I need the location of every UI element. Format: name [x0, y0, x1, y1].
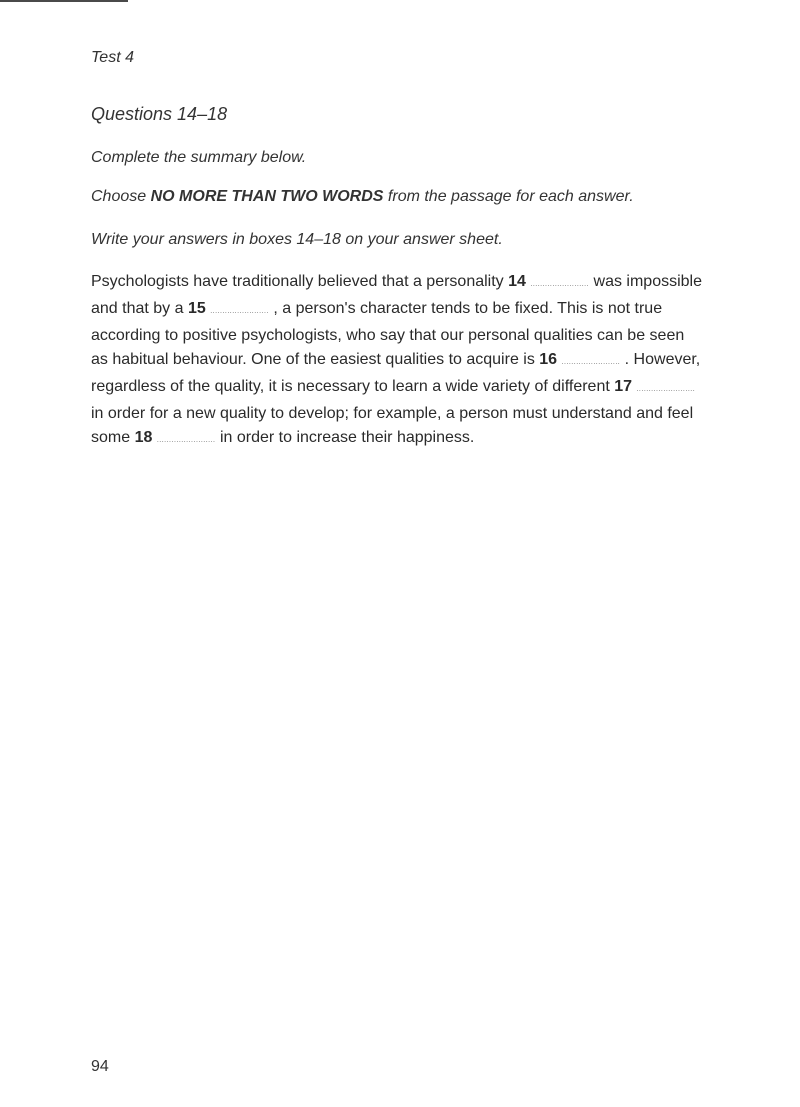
summary-text: Psychologists have traditionally believed that a personality: [91, 273, 509, 290]
instruction-answer-sheet: Write your answers in boxes 14–18 on your answer sheet.: [91, 231, 503, 248]
summary-text: regardless of the quality, it is necessary to learn a wide variety of different: [91, 378, 615, 395]
summary-line: [91, 426, 756, 453]
instruction-word-limit-bold: NO MORE THAN TWO WORDS: [150, 188, 384, 205]
answer-gap-17[interactable]: ........................: [636, 386, 696, 393]
summary-line: [91, 270, 756, 297]
summary-text: as habitual behaviour. One of the easiest qualities to acquire is: [91, 351, 540, 368]
summary-text: some: [91, 429, 135, 446]
summary-line: [91, 297, 756, 324]
question-number-14: 14: [508, 273, 526, 290]
top-rule: [0, 0, 128, 2]
test-label: Test 4: [91, 49, 134, 66]
summary-text: and that by a: [91, 300, 188, 317]
summary-text: . However,: [620, 351, 701, 368]
summary-line: [91, 348, 756, 375]
summary-paragraph: [91, 270, 756, 453]
summary-line: in order for a new quality to develop; for example, a person must understand and feel: [91, 405, 694, 422]
question-number-15: 15: [187, 300, 206, 317]
answer-gap-18[interactable]: ........................: [156, 437, 216, 444]
answer-gap-15[interactable]: ........................: [210, 308, 269, 315]
summary-text: was impossible: [589, 273, 702, 290]
summary-line: according to positive psychologists, who say that our personal qualities can be seen: [91, 327, 685, 344]
question-number-16: 16: [539, 351, 558, 368]
questions-title: Questions 14–18: [91, 104, 228, 124]
page-number: 94: [91, 1058, 109, 1075]
question-number-17: 17: [614, 378, 633, 395]
instruction-complete-summary: Complete the summary below.: [91, 149, 307, 166]
answer-gap-16[interactable]: ........................: [561, 359, 621, 366]
instruction-word-limit-prefix: Choose: [91, 188, 151, 205]
instruction-word-limit-suffix: from the passage for each answer.: [383, 188, 634, 205]
summary-line: [91, 375, 756, 402]
instruction-word-limit: [91, 188, 634, 206]
summary-text: in order to increase their happiness.: [215, 429, 475, 446]
summary-text: , a person's character tends to be fixed. This is not true: [268, 300, 663, 317]
answer-gap-14[interactable]: ........................: [530, 281, 590, 288]
question-number-18: 18: [134, 429, 153, 446]
